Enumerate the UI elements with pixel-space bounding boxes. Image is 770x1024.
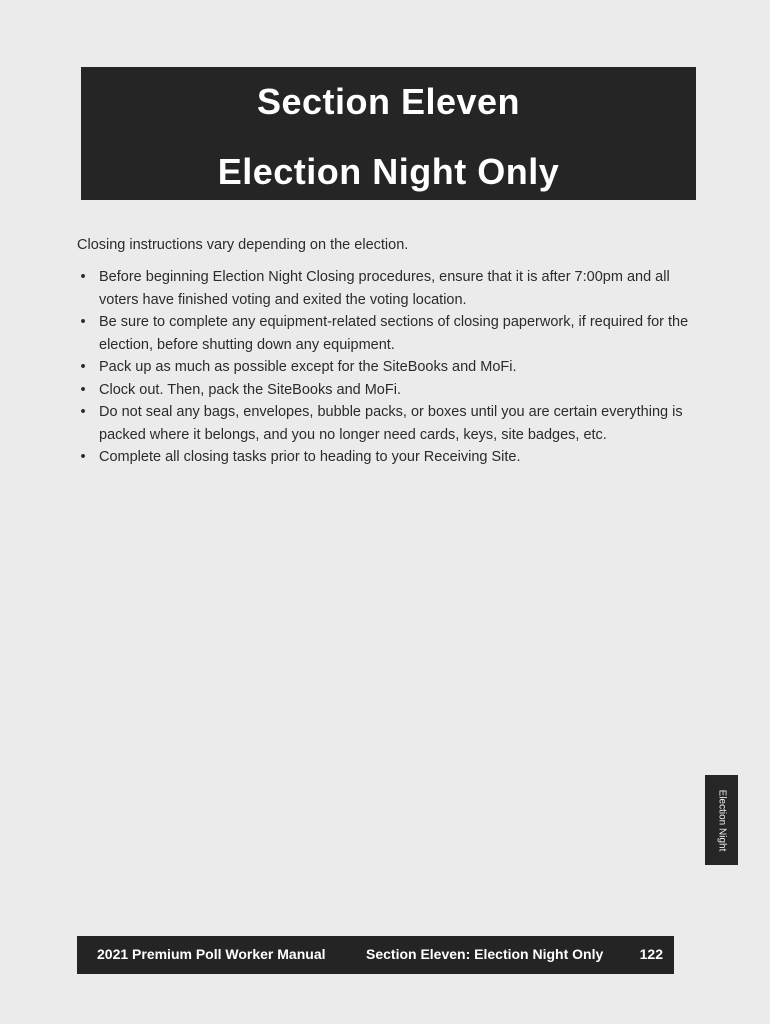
page-number: 122 — [639, 946, 663, 962]
bullet-icon: • — [80, 359, 86, 375]
closing-instructions-list — [77, 266, 702, 469]
side-tab-label: Election Night — [716, 789, 728, 851]
bullet-icon: • — [80, 269, 86, 285]
list-item-text: Clock out. Then, pack the SiteBooks and MoFi. — [99, 381, 401, 398]
list-item-text: Be sure to complete any equipment-related sections of closing paperwork, if required for the election, before shutting down any equipment. — [99, 314, 689, 353]
footer-manual-title: 2021 Premium Poll Worker Manual — [97, 946, 326, 962]
intro-paragraph: Closing instructions vary depending on the election. — [77, 237, 409, 253]
footer-section-title: Section Eleven: Election Night Only — [366, 946, 604, 962]
list-item-text: Before beginning Election Night Closing procedures, ensure that it is after 7:00pm and all voters have finished voting and exited the voting location. — [99, 269, 670, 308]
list-item — [77, 379, 702, 402]
list-item — [77, 266, 702, 311]
side-section-tab — [705, 775, 738, 865]
list-item — [77, 446, 702, 469]
section-header-banner — [81, 67, 696, 200]
list-item-text: Pack up as much as possible except for the SiteBooks and MoFi. — [99, 359, 517, 375]
list-item-text: Do not seal any bags, envelopes, bubble packs, or boxes until you are certain everything is packed where it belongs, and you no longer need cards, keys, site badges, etc. — [99, 404, 683, 443]
bullet-icon: • — [80, 404, 86, 420]
list-item — [77, 311, 702, 356]
section-title: Section Eleven — [256, 81, 521, 122]
bullet-icon: • — [80, 314, 86, 330]
list-item — [77, 401, 702, 446]
list-item — [77, 356, 702, 379]
page-footer — [77, 936, 674, 974]
bullet-icon: • — [80, 449, 86, 465]
section-subtitle: Election Night Only — [217, 151, 560, 192]
bullet-icon: • — [80, 381, 86, 398]
list-item-text: Complete all closing tasks prior to heading to your Receiving Site. — [99, 449, 521, 465]
